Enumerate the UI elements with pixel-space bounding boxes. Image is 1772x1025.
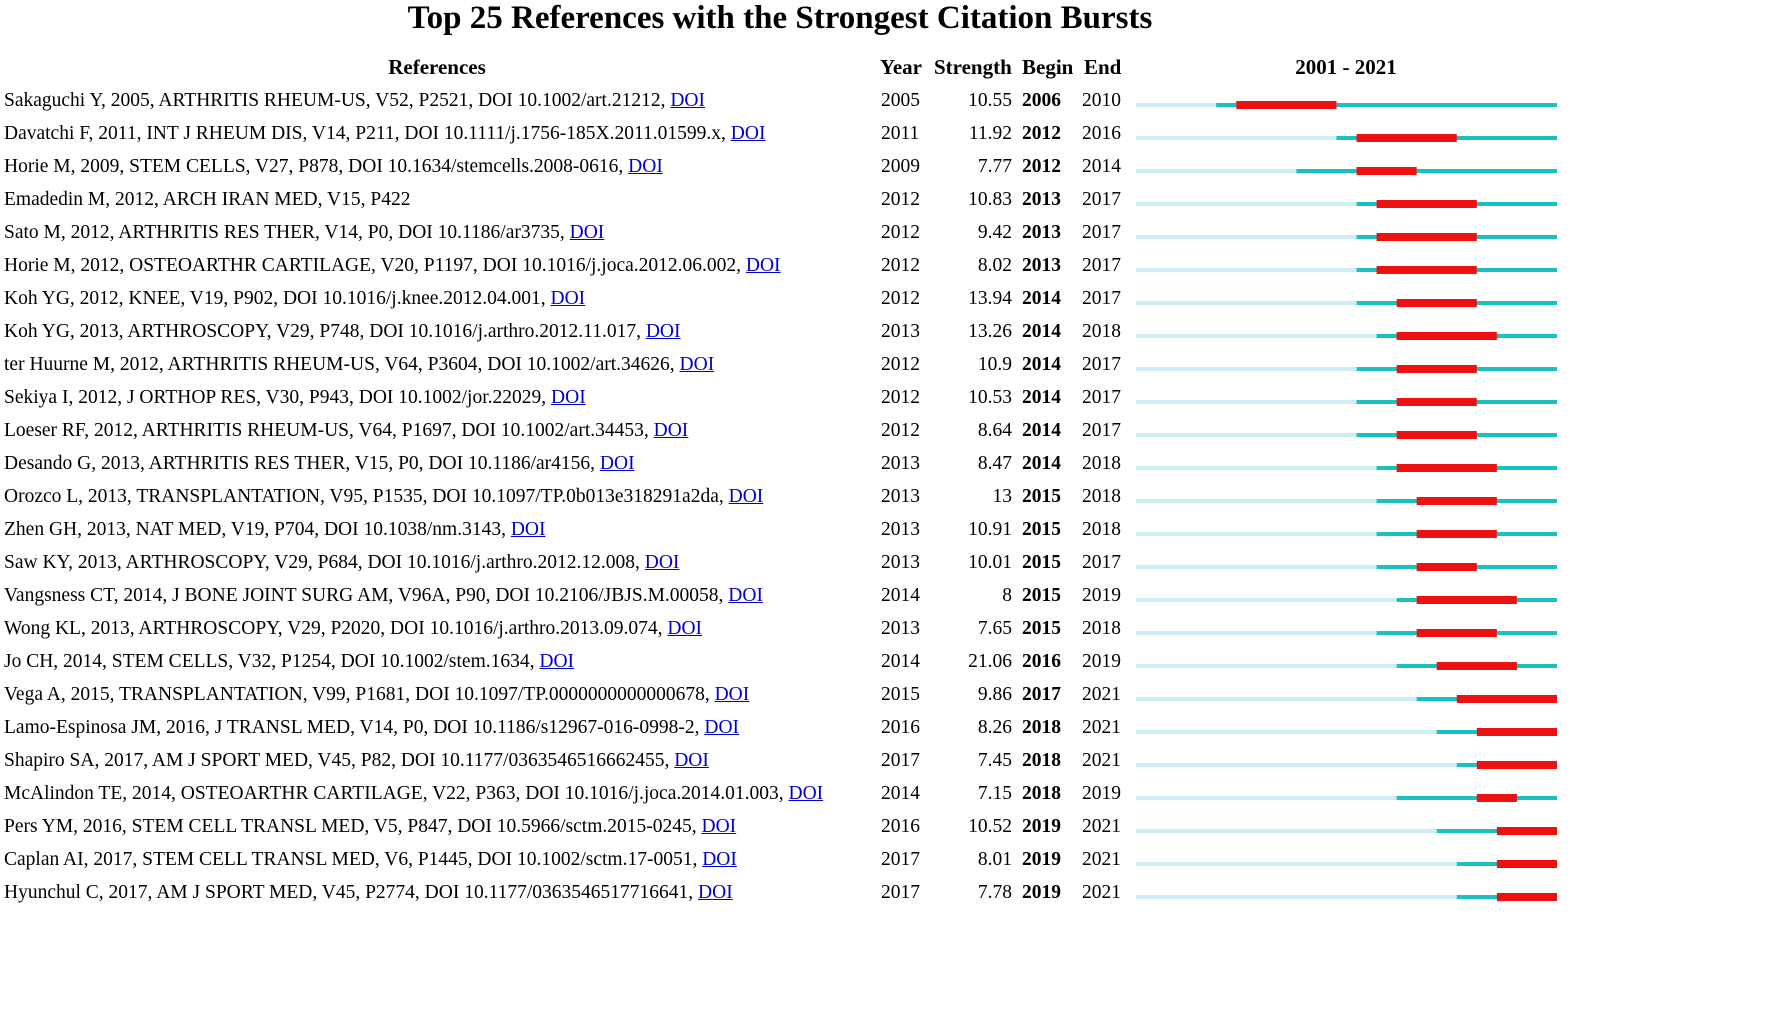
strength-cell: 9.86 <box>977 684 1012 705</box>
before-publication-segment <box>1136 202 1357 206</box>
reference-citation: Jo CH, 2014, STEM CELLS, V32, P1254, DOI 10.1002/stem.1634, <box>4 651 540 672</box>
end-cell: 2021 <box>1082 882 1121 903</box>
burst-segment <box>1477 761 1557 769</box>
strength-cell: 10.91 <box>968 519 1012 540</box>
strength-cell: 7.78 <box>977 882 1012 903</box>
table-row <box>0 777 1560 810</box>
begin-cell: 2015 <box>1022 519 1061 540</box>
year-cell: 2013 <box>881 486 920 507</box>
year-cell: 2014 <box>881 783 920 804</box>
reference-citation: Shapiro SA, 2017, AM J SPORT MED, V45, P82, DOI 10.1177/0363546516662455, <box>4 750 675 771</box>
table-row <box>0 84 1560 117</box>
burst-segment <box>1417 596 1517 604</box>
burst-timeline <box>1136 843 1557 876</box>
reference-text <box>4 711 739 744</box>
year-cell: 2012 <box>881 387 920 408</box>
reference-citation: Horie M, 2009, STEM CELLS, V27, P878, DOI 10.1634/stemcells.2008-0616, <box>4 156 629 177</box>
burst-segment <box>1377 200 1477 208</box>
doi-link[interactable]: DOI <box>569 222 605 243</box>
strength-cell: 7.45 <box>977 750 1012 771</box>
begin-cell: 2018 <box>1022 717 1061 738</box>
burst-timeline <box>1136 315 1557 348</box>
end-cell: 2017 <box>1082 255 1121 276</box>
before-publication-segment <box>1136 400 1357 404</box>
year-cell: 2013 <box>881 618 920 639</box>
before-publication-segment <box>1136 499 1377 503</box>
before-publication-segment <box>1136 301 1357 305</box>
reference-text <box>4 150 663 183</box>
strength-cell: 7.65 <box>977 618 1012 639</box>
begin-cell: 2013 <box>1022 189 1061 210</box>
reference-text <box>4 579 763 612</box>
strength-cell: 8.64 <box>977 420 1012 441</box>
reference-text <box>4 480 763 513</box>
reference-citation: Wong KL, 2013, ARTHROSCOPY, V29, P2020, DOI 10.1016/j.arthro.2013.09.074, <box>4 618 668 639</box>
year-cell: 2012 <box>881 288 920 309</box>
reference-citation: ter Huurne M, 2012, ARTHRITIS RHEUM-US, V64, P3604, DOI 10.1002/art.34626, <box>4 354 680 375</box>
burst-timeline <box>1136 117 1557 150</box>
reference-citation: Vega A, 2015, TRANSPLANTATION, V99, P1681, DOI 10.1097/TP.0000000000000678, <box>4 684 715 705</box>
year-cell: 2017 <box>881 882 920 903</box>
burst-timeline <box>1136 282 1557 315</box>
doi-link[interactable]: DOI <box>698 882 733 903</box>
reference-citation: Loeser RF, 2012, ARTHRITIS RHEUM-US, V64, P1697, DOI 10.1002/art.34453, <box>4 420 654 441</box>
burst-segment <box>1397 398 1477 406</box>
doi-link[interactable]: DOI <box>745 255 781 276</box>
table-row <box>0 414 1560 447</box>
burst-segment <box>1397 431 1477 439</box>
doi-link[interactable]: DOI <box>728 486 764 507</box>
begin-cell: 2015 <box>1022 486 1061 507</box>
strength-cell: 13.26 <box>968 321 1012 342</box>
reference-text <box>4 117 765 150</box>
burst-segment <box>1397 464 1497 472</box>
doi-link[interactable]: DOI <box>679 354 715 375</box>
before-publication-segment <box>1136 334 1377 338</box>
begin-cell: 2018 <box>1022 750 1061 771</box>
end-cell: 2014 <box>1082 156 1121 177</box>
reference-citation: Koh YG, 2012, KNEE, V19, P902, DOI 10.1016/j.knee.2012.04.001, <box>4 288 551 309</box>
strength-cell: 10.9 <box>977 354 1012 375</box>
table-row <box>0 546 1560 579</box>
begin-cell: 2014 <box>1022 288 1061 309</box>
doi-link[interactable]: DOI <box>644 552 680 573</box>
reference-citation: Pers YM, 2016, STEM CELL TRANSL MED, V5, P847, DOI 10.5966/sctm.2015-0245, <box>4 816 702 837</box>
before-publication-segment <box>1136 763 1457 767</box>
begin-cell: 2014 <box>1022 387 1061 408</box>
burst-timeline <box>1136 381 1557 414</box>
reference-citation: Vangsness CT, 2014, J BONE JOINT SURG AM, V96A, P90, DOI 10.2106/JBJS.M.00058, <box>4 585 729 606</box>
year-cell: 2013 <box>881 453 920 474</box>
end-cell: 2018 <box>1082 453 1121 474</box>
reference-text <box>4 645 574 678</box>
year-cell: 2011 <box>881 123 920 144</box>
table-row <box>0 810 1560 843</box>
burst-segment <box>1417 530 1497 538</box>
burst-segment <box>1417 497 1497 505</box>
table-row <box>0 513 1560 546</box>
table-row <box>0 381 1560 414</box>
strength-cell: 8 <box>1002 585 1012 606</box>
end-cell: 2017 <box>1082 288 1121 309</box>
doi-link[interactable]: DOI <box>670 90 706 111</box>
burst-segment <box>1457 695 1557 703</box>
strength-cell: 8.01 <box>977 849 1012 870</box>
begin-cell: 2018 <box>1022 783 1061 804</box>
doi-link[interactable]: DOI <box>628 156 663 177</box>
burst-timeline <box>1136 447 1557 480</box>
year-cell: 2013 <box>881 519 920 540</box>
doi-link[interactable]: DOI <box>510 519 546 540</box>
end-cell: 2018 <box>1082 486 1121 507</box>
end-cell: 2021 <box>1082 750 1121 771</box>
reference-text <box>4 678 749 711</box>
end-cell: 2021 <box>1082 717 1121 738</box>
before-publication-segment <box>1136 796 1397 800</box>
year-cell: 2017 <box>881 750 920 771</box>
end-cell: 2017 <box>1082 420 1121 441</box>
end-cell: 2016 <box>1082 123 1121 144</box>
doi-link[interactable]: DOI <box>702 849 737 870</box>
burst-timeline <box>1136 249 1557 282</box>
table-row <box>0 183 1560 216</box>
burst-segment <box>1397 299 1477 307</box>
reference-text <box>4 216 604 249</box>
burst-timeline <box>1136 810 1557 843</box>
strength-cell: 9.42 <box>977 222 1012 243</box>
reference-citation: Sato M, 2012, ARTHRITIS RES THER, V14, P0, DOI 10.1186/ar3735, <box>4 222 570 243</box>
doi-link[interactable]: DOI <box>704 717 740 738</box>
table-row <box>0 579 1560 612</box>
before-publication-segment <box>1136 235 1357 239</box>
reference-text <box>4 843 737 876</box>
table-row <box>0 315 1560 348</box>
reference-text <box>4 381 586 414</box>
reference-citation: McAlindon TE, 2014, OSTEOARTHR CARTILAGE, V22, P363, DOI 10.1016/j.joca.2014.01.003, <box>4 783 789 804</box>
burst-segment <box>1397 332 1497 340</box>
after-publication-segment <box>1296 169 1557 173</box>
doi-link[interactable]: DOI <box>653 420 689 441</box>
strength-cell: 13 <box>992 486 1012 507</box>
table-row <box>0 249 1560 282</box>
burst-segment <box>1477 794 1517 802</box>
before-publication-segment <box>1136 532 1377 536</box>
before-publication-segment <box>1136 697 1417 701</box>
doi-link[interactable]: DOI <box>550 288 586 309</box>
year-cell: 2015 <box>881 684 920 705</box>
before-publication-segment <box>1136 598 1397 602</box>
end-cell: 2021 <box>1082 849 1121 870</box>
doi-link[interactable]: DOI <box>701 816 737 837</box>
year-cell: 2012 <box>881 189 920 210</box>
header-range: 2001 - 2021 <box>1295 55 1397 79</box>
burst-timeline <box>1136 777 1557 810</box>
reference-text <box>4 513 546 546</box>
year-cell: 2016 <box>881 816 920 837</box>
end-cell: 2018 <box>1082 321 1121 342</box>
begin-cell: 2015 <box>1022 585 1061 606</box>
reference-text <box>4 84 705 117</box>
reference-text <box>4 447 635 480</box>
before-publication-segment <box>1136 136 1336 140</box>
table-row <box>0 645 1560 678</box>
reference-text <box>4 282 585 315</box>
burst-timeline <box>1136 876 1557 909</box>
burst-segment <box>1497 827 1557 835</box>
end-cell: 2019 <box>1082 783 1121 804</box>
reference-citation: Emadedin M, 2012, ARCH IRAN MED, V15, P422 <box>4 189 411 210</box>
begin-cell: 2006 <box>1022 90 1061 111</box>
doi-link[interactable]: DOI <box>730 123 766 144</box>
table-row <box>0 447 1560 480</box>
begin-cell: 2016 <box>1022 651 1061 672</box>
begin-cell: 2013 <box>1022 222 1061 243</box>
begin-cell: 2019 <box>1022 816 1061 837</box>
year-cell: 2009 <box>881 156 920 177</box>
end-cell: 2017 <box>1082 222 1121 243</box>
table-row <box>0 711 1560 744</box>
burst-timeline <box>1136 711 1557 744</box>
end-cell: 2018 <box>1082 519 1121 540</box>
before-publication-segment <box>1136 268 1357 272</box>
burst-timeline <box>1136 414 1557 447</box>
strength-cell: 13.94 <box>968 288 1012 309</box>
begin-cell: 2013 <box>1022 255 1061 276</box>
doi-link[interactable]: DOI <box>674 750 709 771</box>
before-publication-segment <box>1136 895 1457 899</box>
reference-citation: Sakaguchi Y, 2005, ARTHRITIS RHEUM-US, V52, P2521, DOI 10.1002/art.21212, <box>4 90 671 111</box>
begin-cell: 2015 <box>1022 552 1061 573</box>
burst-segment <box>1497 860 1557 868</box>
doi-link[interactable]: DOI <box>728 585 763 606</box>
before-publication-segment <box>1136 367 1357 371</box>
table-row <box>0 480 1560 513</box>
end-cell: 2017 <box>1082 354 1121 375</box>
begin-cell: 2014 <box>1022 354 1061 375</box>
table-row <box>0 282 1560 315</box>
reference-citation: Hyunchul C, 2017, AM J SPORT MED, V45, P2774, DOI 10.1177/0363546517716641, <box>4 882 699 903</box>
burst-timeline <box>1136 150 1557 183</box>
burst-timeline <box>1136 579 1557 612</box>
year-cell: 2013 <box>881 321 920 342</box>
strength-cell: 11.92 <box>968 123 1012 144</box>
table-row <box>0 876 1560 909</box>
strength-cell: 10.01 <box>968 552 1012 573</box>
burst-timeline <box>1136 348 1557 381</box>
before-publication-segment <box>1136 565 1377 569</box>
end-cell: 2021 <box>1082 684 1121 705</box>
before-publication-segment <box>1136 466 1377 470</box>
doi-link[interactable]: DOI <box>539 651 575 672</box>
table-row <box>0 150 1560 183</box>
begin-cell: 2012 <box>1022 156 1061 177</box>
reference-citation: Caplan AI, 2017, STEM CELL TRANSL MED, V6, P1445, DOI 10.1002/sctm.17-0051, <box>4 849 703 870</box>
strength-cell: 10.53 <box>968 387 1012 408</box>
burst-segment <box>1357 134 1457 142</box>
begin-cell: 2014 <box>1022 420 1061 441</box>
begin-cell: 2014 <box>1022 321 1061 342</box>
burst-timeline <box>1136 183 1557 216</box>
year-cell: 2012 <box>881 354 920 375</box>
reference-citation: Davatchi F, 2011, INT J RHEUM DIS, V14, P211, DOI 10.1111/j.1756-185X.2011.01599.x, <box>4 123 731 144</box>
before-publication-segment <box>1136 631 1377 635</box>
end-cell: 2018 <box>1082 618 1121 639</box>
header-year: Year <box>880 55 922 79</box>
strength-cell: 10.83 <box>968 189 1012 210</box>
burst-segment <box>1477 728 1557 736</box>
begin-cell: 2017 <box>1022 684 1061 705</box>
reference-text <box>4 744 709 777</box>
year-cell: 2016 <box>881 717 920 738</box>
burst-segment <box>1377 266 1477 274</box>
reference-text <box>4 777 823 810</box>
reference-citation: Orozco L, 2013, TRANSPLANTATION, V95, P1535, DOI 10.1097/TP.0b013e318291a2da, <box>4 486 729 507</box>
burst-segment <box>1417 629 1497 637</box>
year-cell: 2013 <box>881 552 920 573</box>
before-publication-segment <box>1136 169 1296 173</box>
burst-timeline <box>1136 612 1557 645</box>
reference-citation: Desando G, 2013, ARTHRITIS RES THER, V15, P0, DOI 10.1186/ar4156, <box>4 453 600 474</box>
header-begin: Begin <box>1022 55 1074 79</box>
header-end: End <box>1084 55 1122 79</box>
burst-timeline <box>1136 744 1557 777</box>
begin-cell: 2015 <box>1022 618 1061 639</box>
before-publication-segment <box>1136 862 1457 866</box>
burst-segment <box>1397 365 1477 373</box>
burst-timeline <box>1136 645 1557 678</box>
strength-cell: 10.55 <box>968 90 1012 111</box>
burst-segment <box>1417 563 1477 571</box>
reference-citation: Koh YG, 2013, ARTHROSCOPY, V29, P748, DOI 10.1016/j.arthro.2012.11.017, <box>4 321 646 342</box>
before-publication-segment <box>1136 433 1357 437</box>
end-cell: 2017 <box>1082 387 1121 408</box>
strength-cell: 10.52 <box>968 816 1012 837</box>
burst-timeline <box>1136 480 1557 513</box>
year-cell: 2012 <box>881 222 920 243</box>
reference-text <box>4 810 736 843</box>
chart-title: Top 25 References with the Strongest Citation Bursts <box>407 0 1153 36</box>
year-cell: 2014 <box>881 651 920 672</box>
table-row <box>0 348 1560 381</box>
strength-cell: 8.26 <box>977 717 1012 738</box>
burst-table <box>0 84 1560 909</box>
end-cell: 2017 <box>1082 552 1121 573</box>
year-cell: 2012 <box>881 420 920 441</box>
burst-timeline <box>1136 513 1557 546</box>
year-cell: 2014 <box>881 585 920 606</box>
burst-segment <box>1357 167 1417 175</box>
doi-link[interactable]: DOI <box>714 684 750 705</box>
reference-text <box>4 183 410 216</box>
before-publication-segment <box>1136 730 1437 734</box>
before-publication-segment <box>1136 664 1397 668</box>
burst-segment <box>1377 233 1477 241</box>
reference-text <box>4 876 733 909</box>
before-publication-segment <box>1136 103 1216 107</box>
doi-link[interactable]: DOI <box>645 321 681 342</box>
table-row <box>0 117 1560 150</box>
doi-link[interactable]: DOI <box>788 783 824 804</box>
begin-cell: 2014 <box>1022 453 1061 474</box>
burst-timeline <box>1136 546 1557 579</box>
strength-cell: 8.47 <box>977 453 1012 474</box>
strength-cell: 21.06 <box>968 651 1012 672</box>
end-cell: 2010 <box>1082 90 1121 111</box>
end-cell: 2017 <box>1082 189 1121 210</box>
table-row <box>0 612 1560 645</box>
doi-link[interactable]: DOI <box>551 387 586 408</box>
burst-segment <box>1497 893 1557 901</box>
reference-text <box>4 612 702 645</box>
end-cell: 2019 <box>1082 585 1121 606</box>
reference-citation: Saw KY, 2013, ARTHROSCOPY, V29, P684, DOI 10.1016/j.arthro.2012.12.008, <box>4 552 645 573</box>
burst-segment <box>1236 101 1336 109</box>
year-cell: 2017 <box>881 849 920 870</box>
doi-link[interactable]: DOI <box>667 618 703 639</box>
reference-text <box>4 315 681 348</box>
strength-cell: 7.15 <box>977 783 1012 804</box>
burst-timeline <box>1136 678 1557 711</box>
reference-text <box>4 546 679 579</box>
end-cell: 2019 <box>1082 651 1121 672</box>
table-row <box>0 744 1560 777</box>
header-strength: Strength <box>934 55 1012 79</box>
header-references: References <box>388 55 486 79</box>
table-row <box>0 843 1560 876</box>
year-cell: 2005 <box>881 90 920 111</box>
burst-timeline <box>1136 84 1557 117</box>
reference-text <box>4 249 781 282</box>
year-cell: 2012 <box>881 255 920 276</box>
table-row <box>0 216 1560 249</box>
burst-timeline <box>1136 216 1557 249</box>
burst-segment <box>1437 662 1517 670</box>
before-publication-segment <box>1136 829 1437 833</box>
reference-text <box>4 348 714 381</box>
begin-cell: 2012 <box>1022 123 1061 144</box>
doi-link[interactable]: DOI <box>599 453 635 474</box>
reference-text <box>4 414 688 447</box>
reference-citation: Zhen GH, 2013, NAT MED, V19, P704, DOI 10.1038/nm.3143, <box>4 519 511 540</box>
table-row <box>0 678 1560 711</box>
begin-cell: 2019 <box>1022 882 1061 903</box>
strength-cell: 7.77 <box>977 156 1012 177</box>
reference-citation: Horie M, 2012, OSTEOARTHR CARTILAGE, V20, P1197, DOI 10.1016/j.joca.2012.06.002, <box>4 255 746 276</box>
reference-citation: Sekiya I, 2012, J ORTHOP RES, V30, P943, DOI 10.1002/jor.22029, <box>4 387 552 408</box>
strength-cell: 8.02 <box>977 255 1012 276</box>
begin-cell: 2019 <box>1022 849 1061 870</box>
reference-citation: Lamo-Espinosa JM, 2016, J TRANSL MED, V14, P0, DOI 10.1186/s12967-016-0998-2, <box>4 717 705 738</box>
end-cell: 2021 <box>1082 816 1121 837</box>
